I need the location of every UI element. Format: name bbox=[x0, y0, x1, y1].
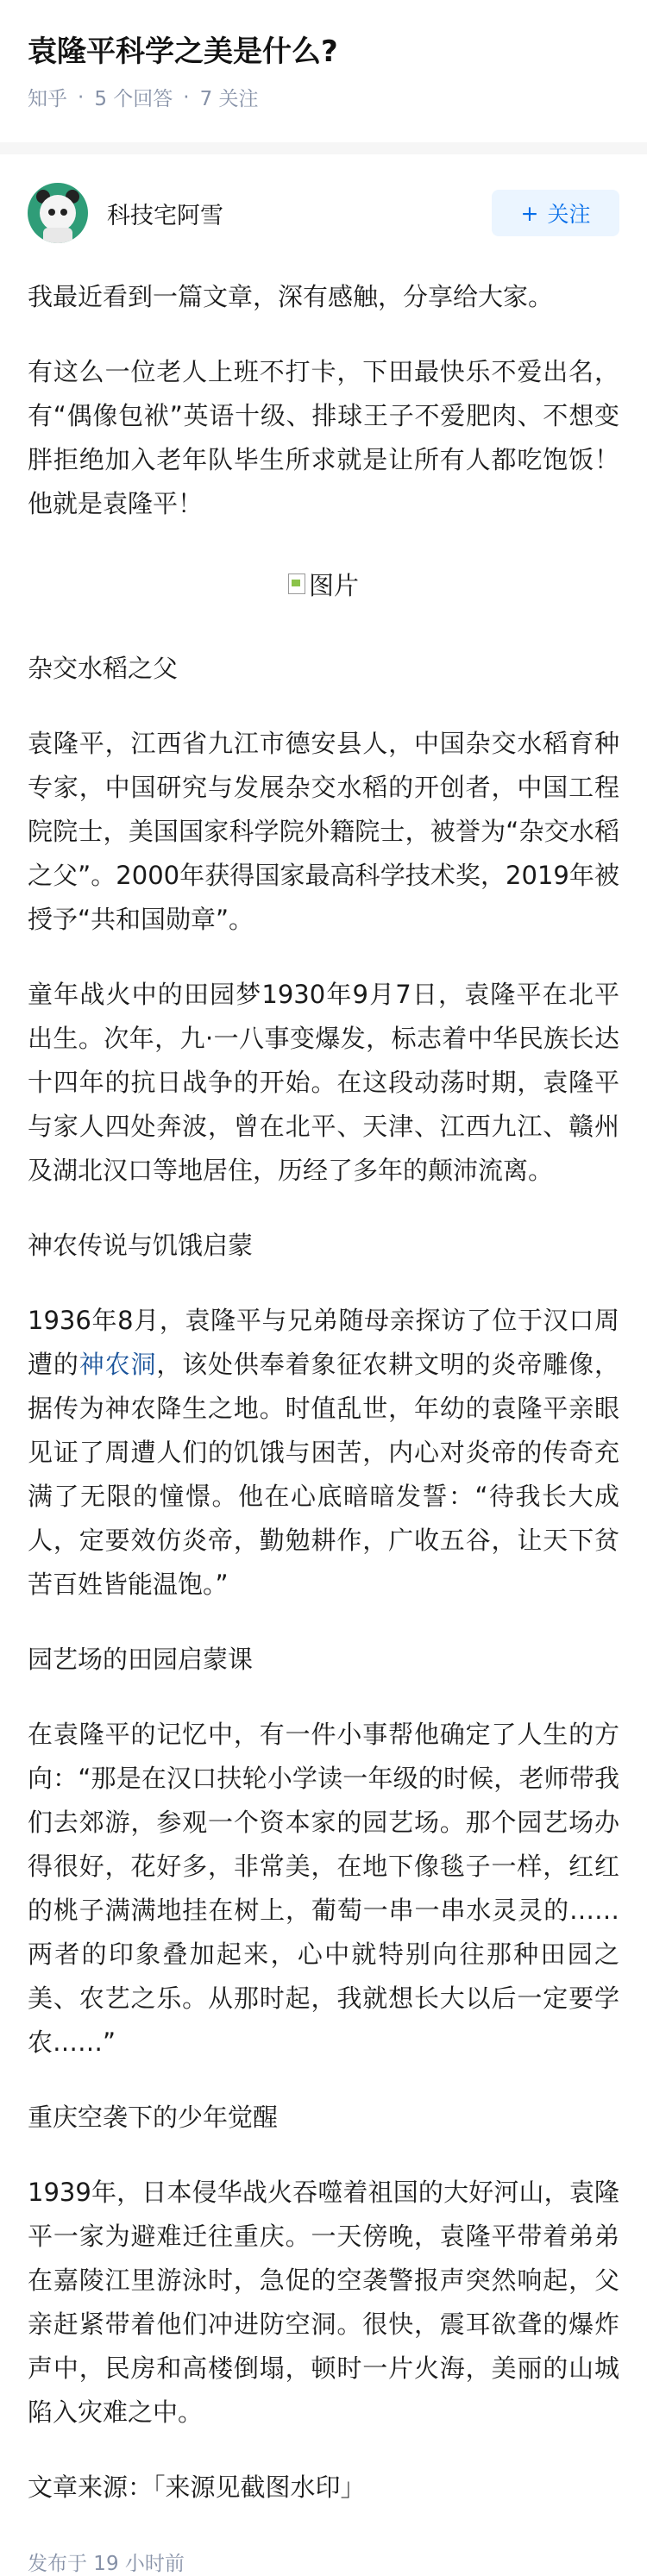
image-alt-text: 图片 bbox=[308, 570, 359, 600]
publish-time: 发布于 19 小时前 bbox=[28, 2553, 185, 2575]
shennong-cave-link[interactable]: 神农洞 bbox=[79, 1350, 157, 1379]
broken-image bbox=[288, 567, 359, 602]
answer-content bbox=[0, 246, 647, 2510]
source-label[interactable]: 知乎 bbox=[28, 88, 67, 110]
paragraph: 1939年，日本侵华战火吞噬着祖国的大好河山，袁隆平一家为避难迁往重庆。一天傍晚，袁隆平带着弟弟在嘉陵江里游泳时，急促的空袭警报声突然响起，父亲赶紧带着他们冲进防空洞。很快，震耳欲聋的爆炸声中，民房和高楼倒塌，顿时一片火海，美丽的山城陷入灾难之中。 bbox=[28, 2178, 619, 2427]
paragraph: 袁隆平，江西省九江市德安县人，中国杂交水稻育种专家，中国研究与发展杂交水稻的开创者，中国工程院院士，美国国家科学院外籍院士，被誉为“杂交水稻之父”。2000年获得国家最高科学技术奖，2019年被授予“共和国勋章”。 bbox=[28, 729, 619, 934]
follower-count[interactable]: 7 关注 bbox=[199, 88, 259, 110]
section-divider bbox=[0, 142, 647, 154]
paragraph: 童年战火中的田园梦1930年9月7日，袁隆平在北平出生。次年，九·一八事变爆发，标志着中华民族长达十四年的抗日战争的开始。在这段动荡时期，袁隆平与家人四处奔波，曾在北平、天津、江西九江、赣州及湖北汉口等地居住，历经了多年的颠沛流离。 bbox=[28, 980, 619, 1185]
answer-count[interactable]: 5 个回答 bbox=[94, 88, 173, 110]
paragraph: 我最近看到一篇文章，深有感触，分享给大家。 bbox=[28, 282, 554, 311]
image-placeholder[interactable] bbox=[28, 554, 619, 614]
avatar-head bbox=[40, 195, 76, 231]
source-line: 文章来源：「来源见截图水印」 bbox=[28, 2473, 366, 2502]
paragraph-text: ，该处供奉着象征农耕文明的炎帝雕像，据传为神农降生之地。时值乱世，年幼的袁隆平亲眼见证了周遭人们的饥饿与困苦，内心对炎帝的传奇充满了无限的憧憬。他在心底暗暗发誓：“待我长大成人，定要效仿炎帝，勤勉耕作，广收五谷，让天下贫苦百姓皆能温饱。” bbox=[28, 1350, 619, 1599]
paragraph-text: 1936年8月，袁隆平与兄弟随母亲探访了位于汉口周遭的 bbox=[28, 1306, 619, 1379]
section-heading: 重庆空袭下的少年觉醒 bbox=[28, 2103, 279, 2132]
section-heading: 杂交水稻之父 bbox=[28, 654, 179, 683]
author-name[interactable]: 科技宅阿雪 bbox=[107, 202, 223, 229]
author-row bbox=[0, 154, 647, 246]
plus-icon: + bbox=[520, 200, 539, 226]
question-title[interactable]: 袁隆平科学之美是什么? bbox=[28, 34, 338, 69]
section-heading: 园艺场的田园启蒙课 bbox=[28, 1645, 254, 1674]
separator-dot: · bbox=[183, 85, 190, 109]
avatar-eye bbox=[60, 209, 67, 216]
avatar-body bbox=[43, 228, 72, 243]
broken-image-icon bbox=[288, 573, 305, 594]
avatar-eye bbox=[48, 209, 55, 216]
paragraph: 在袁隆平的记忆中，有一件小事帮他确定了人生的方向：“那是在汉口扶轮小学读一年级的时候，老师带我们去郊游，参观一个资本家的园艺场。那个园艺场办得很好，花好多，非常美，在地下像毯子一样，红红的桃子满满地挂在树上，葡萄一串一串水灵灵的……两者的印象叠加起来，心中就特别向往那种田园之美、农艺之乐。从那时起，我就想长大以后一定要学农……” bbox=[28, 1720, 619, 2057]
paragraph bbox=[28, 1299, 619, 1607]
paragraph: 有这么一位老人上班不打卡，下田最快乐不爱出名，有“偶像包袱”英语十级、排球王子不爱肥肉、不想变胖拒绝加入老年队毕生所求就是让所有人都吃饱饭！他就是袁隆平！ bbox=[28, 357, 619, 518]
question-meta bbox=[28, 83, 619, 111]
avatar[interactable] bbox=[28, 183, 88, 243]
follow-button[interactable] bbox=[492, 190, 619, 236]
separator-dot: · bbox=[78, 85, 85, 109]
section-heading: 神农传说与饥饿启蒙 bbox=[28, 1231, 254, 1260]
question-header bbox=[0, 0, 647, 111]
follow-label: 关注 bbox=[547, 202, 591, 227]
